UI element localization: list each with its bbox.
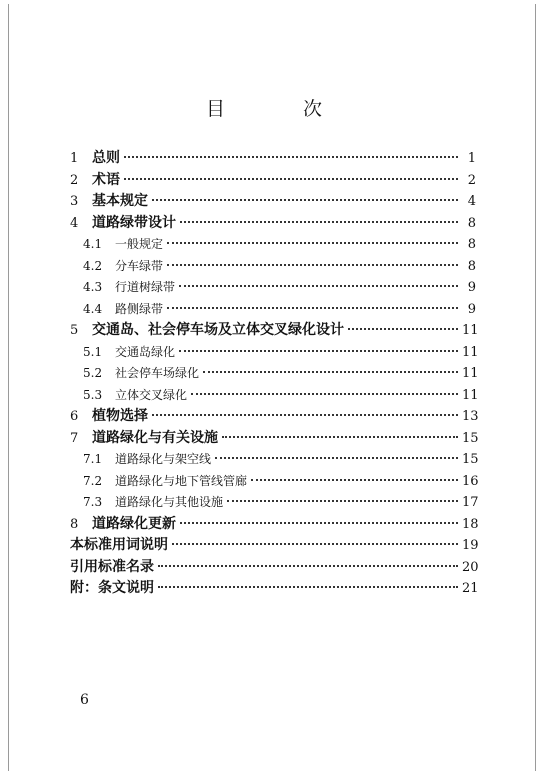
toc-entry-number: 8: [70, 516, 79, 532]
toc-entry[interactable]: [70, 428, 479, 450]
toc-entry[interactable]: [70, 363, 479, 385]
leader-dots: [180, 522, 458, 524]
toc-entry-page: 13: [462, 409, 479, 424]
toc-entry-label: 交通岛、社会停车场及立体交叉绿化设计: [92, 322, 344, 338]
toc-entry-page: 16: [462, 473, 479, 489]
toc-entry-number: 5.3: [83, 387, 103, 402]
toc-entry-number: 7.2: [83, 473, 103, 488]
toc-entry[interactable]: [70, 148, 476, 170]
table-of-contents: [70, 148, 479, 600]
toc-entry-page: 21: [462, 581, 479, 596]
toc-entry-page: 15: [462, 452, 479, 467]
toc-entry-page: 17: [462, 495, 479, 510]
toc-entry[interactable]: [70, 256, 476, 278]
leader-dots: [179, 285, 458, 287]
toc-entry-label: 总则: [92, 150, 120, 166]
leader-dots: [152, 414, 458, 416]
toc-entry-label: 道路绿化更新: [92, 515, 176, 532]
toc-entry-label: 道路绿化与架空线: [115, 452, 212, 466]
toc-entry-number: 6: [70, 409, 79, 424]
toc-entry-label: 附：条文说明: [70, 580, 154, 596]
toc-entry-number: 7.1: [83, 452, 103, 466]
toc-entry[interactable]: [70, 234, 476, 256]
toc-entry-page: 15: [462, 430, 479, 446]
toc-entry-number: 7.3: [83, 495, 103, 509]
toc-entry[interactable]: [70, 299, 476, 321]
leader-dots: [191, 393, 458, 395]
toc-entry[interactable]: [70, 320, 479, 342]
toc-entry-number: 3: [70, 194, 79, 209]
toc-entry-page: 11: [462, 323, 479, 338]
toc-title: 目 次: [205, 98, 359, 120]
toc-entry-page: 18: [462, 516, 479, 532]
toc-entry-page: 8: [467, 215, 476, 231]
toc-entry-label: 道路绿化与地下管线管廊: [115, 473, 248, 488]
toc-entry-page: 8: [467, 237, 476, 252]
leader-dots: [158, 565, 458, 567]
toc-entry-page: 1: [467, 151, 476, 166]
leader-dots: [227, 500, 458, 502]
toc-entry[interactable]: [70, 492, 479, 514]
toc-entry[interactable]: [70, 514, 479, 536]
toc-entry-label: 植物选择: [92, 408, 148, 424]
toc-entry-page: 11: [462, 344, 479, 360]
toc-entry-number: 5: [70, 323, 79, 338]
leader-dots: [172, 543, 458, 545]
toc-entry[interactable]: [70, 385, 479, 407]
toc-entry-label: 行道树绿带: [115, 280, 176, 294]
toc-entry-number: 5.1: [83, 344, 103, 359]
toc-entry-label: 引用标准名录: [70, 558, 154, 575]
toc-entry[interactable]: [70, 406, 479, 428]
toc-entry[interactable]: [70, 578, 479, 600]
leader-dots: [251, 479, 458, 481]
toc-entry[interactable]: [70, 213, 476, 235]
toc-entry-number: 4: [70, 215, 79, 231]
leader-dots: [152, 199, 458, 201]
toc-entry-number: 4.4: [83, 301, 103, 316]
toc-entry-label: 社会停车场绿化: [115, 366, 200, 380]
leader-dots: [124, 178, 458, 180]
toc-entry-page: 2: [467, 172, 476, 188]
toc-entry-page: 9: [467, 280, 476, 295]
leader-dots: [167, 307, 458, 309]
toc-entry[interactable]: [70, 535, 479, 557]
toc-entry[interactable]: [70, 449, 479, 471]
toc-entry-label: 道路绿化与其他设施: [115, 495, 224, 509]
leader-dots: [180, 221, 458, 223]
leader-dots: [215, 457, 458, 459]
leader-dots: [222, 436, 458, 438]
leader-dots: [167, 264, 458, 266]
toc-entry-number: 2: [70, 172, 79, 188]
toc-entry[interactable]: [70, 557, 479, 579]
toc-entry-page: 8: [467, 258, 476, 274]
leader-dots: [179, 350, 458, 352]
toc-entry-page: 11: [462, 366, 479, 381]
toc-entry-number: 5.2: [83, 366, 103, 380]
toc-entry-number: 4.3: [83, 280, 103, 294]
toc-entry-label: 本标准用词说明: [70, 537, 168, 553]
toc-entry-page: 20: [462, 559, 479, 575]
toc-entry-number: 4.1: [83, 237, 103, 251]
toc-entry-label: 基本规定: [92, 193, 148, 209]
toc-entry-page: 19: [462, 538, 479, 553]
toc-entry[interactable]: [70, 191, 476, 213]
toc-entry-label: 术语: [92, 171, 120, 188]
toc-entry[interactable]: [70, 342, 479, 364]
toc-entry-label: 道路绿带设计: [92, 214, 176, 231]
toc-entry-label: 立体交叉绿化: [115, 387, 188, 402]
toc-entry[interactable]: [70, 277, 476, 299]
toc-entry-number: 7: [70, 430, 79, 446]
page-number: 6: [80, 692, 89, 708]
toc-entry-label: 交通岛绿化: [115, 344, 176, 359]
leader-dots: [158, 586, 458, 588]
toc-entry-page: 11: [462, 387, 479, 403]
toc-entry-page: 4: [467, 194, 476, 209]
leader-dots: [167, 242, 458, 244]
leader-dots: [348, 328, 458, 330]
toc-entry[interactable]: [70, 170, 476, 192]
toc-entry-label: 路侧绿带: [115, 301, 164, 316]
toc-entry-label: 分车绿带: [115, 258, 164, 273]
toc-entry-page: 9: [467, 301, 476, 317]
leader-dots: [203, 371, 458, 373]
leader-dots: [124, 156, 458, 158]
toc-entry-label: 道路绿化与有关设施: [92, 429, 218, 446]
toc-entry-number: 1: [70, 151, 79, 166]
toc-entry-number: 4.2: [83, 258, 103, 273]
toc-entry[interactable]: [70, 471, 479, 493]
toc-entry-label: 一般规定: [115, 237, 164, 251]
